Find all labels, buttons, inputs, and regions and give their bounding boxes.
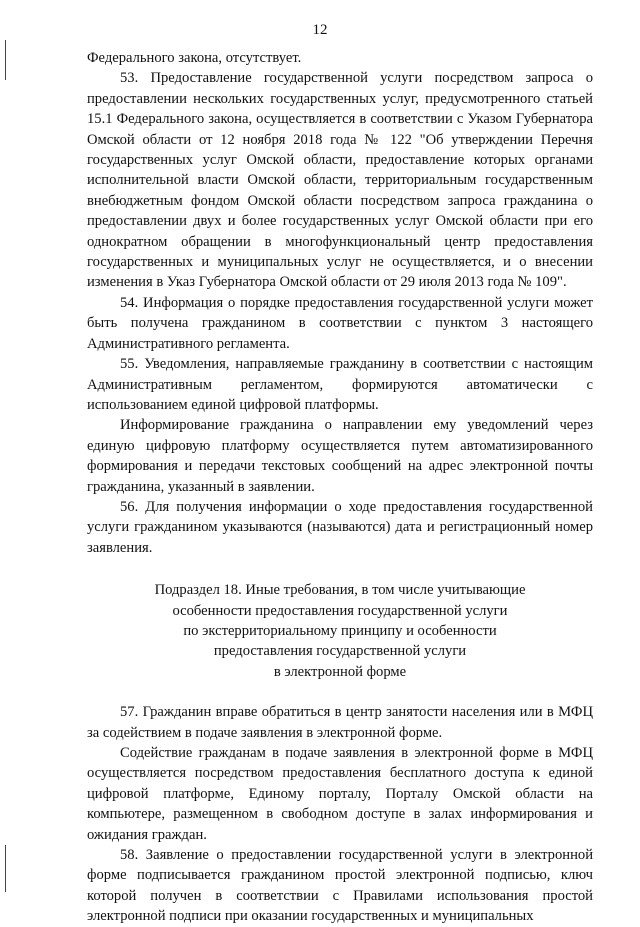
scan-edge-mark bbox=[5, 40, 6, 80]
heading-line: особенности предоставления государственной услуги bbox=[172, 602, 508, 619]
paragraphs-top bbox=[87, 48, 593, 558]
paragraph: 56. Для получения информации о ходе предоставления государственной услуги гражданином указываются (называются) дата и регистрационный номер заявления. bbox=[87, 498, 593, 556]
page-number: 12 bbox=[312, 22, 328, 38]
paragraph: Содействие гражданам в подаче заявления в электронной форме в МФЦ осуществляется посредством предоставления бесплатного доступа к единой цифровой платформе, Единому порталу, Порталу Омской области на компьютере, размещенном в свободном доступе в залах информирования и ожидания граждан. bbox=[87, 745, 593, 843]
section-heading bbox=[87, 580, 593, 682]
paragraphs-bottom bbox=[87, 702, 593, 926]
paragraph: 53. Предоставление государственной услуги посредством запроса о предоставлении нескольких государственных услуг, предусмотренного статьей 15.1 Федерального закона, осуществляется в соответствии с Указом Губернатора Омской области от 12 ноября 2018 года № 122 "Об утверждении Перечня государственных услуг Омской области, предоставление которых органами исполнительной власти Омской области, территориальным государственным внебюджетным фондом Омской области посредством запроса гражданина о предоставлении двух и более государственных услуг Омской области при его однократном обращении в многофункциональный центр предоставления государственных и муниципальных услуг не осуществляется, и о внесении изменения в Указ Губернатора Омской области от 29 июля 2013 года № 109". bbox=[87, 70, 593, 291]
heading-line: по экстерриториальному принципу и особенности bbox=[183, 622, 497, 639]
heading-line: Подраздел 18. Иные требования, в том числе учитывающие bbox=[154, 582, 526, 599]
heading-line: предоставления государственной услуги bbox=[213, 643, 467, 660]
paragraph: 55. Уведомления, направляемые гражданину в соответствии с настоящим Административным регламентом, формируются автоматически с использованием единой цифровой платформы. bbox=[87, 356, 593, 413]
paragraph: Информирование гражданина о направлении ему уведомлений через единую цифровую платформу осуществляется путем автоматизированного формирования и передачи текстовых сообщений на адрес электронной почты гражданина, указанный в заявлении. bbox=[87, 417, 593, 495]
scan-edge-mark bbox=[5, 845, 6, 892]
heading-line: в электронной форме bbox=[273, 663, 407, 680]
document-body bbox=[87, 48, 593, 927]
paragraph: 58. Заявление о предоставлении государственной услуги в электронной форме подписывается гражданином простой электронной подписью, ключ которой получен в соответствии с Правилами использования простой электронной подписи при оказании государственных и муниципальных bbox=[87, 847, 593, 925]
paragraph: 57. Гражданин вправе обратиться в центр занятости населения или в МФЦ за содействием в подаче заявления в электронной форме. bbox=[87, 704, 593, 741]
paragraph: Федерального закона, отсутствует. bbox=[87, 50, 302, 66]
paragraph: 54. Информация о порядке предоставления государственной услуги может быть получена гражданином в соответствии с пунктом 3 настоящего Административного регламента. bbox=[87, 294, 593, 352]
